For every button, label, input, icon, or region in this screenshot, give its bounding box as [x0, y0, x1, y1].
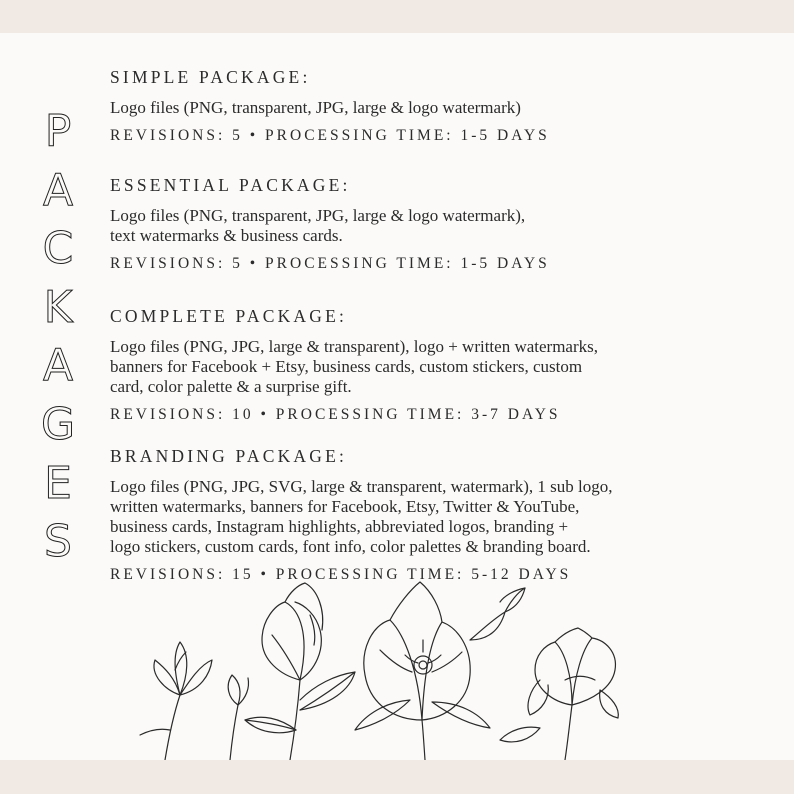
package-title: ESSENTIAL PACKAGE:	[110, 175, 351, 195]
package-description: Logo files (PNG, JPG, large & transparent), logo + written watermarks, banners for Facebook + Etsy, business cards, custom stickers, custom card, color palette & a surprise gift.	[110, 337, 599, 396]
magnolia-illustration	[0, 580, 794, 760]
package-description: Logo files (PNG, transparent, JPG, large & logo watermark)	[110, 98, 521, 117]
title-letter: C	[42, 223, 74, 275]
title-letter: E	[44, 457, 72, 509]
package-meta: REVISIONS: 5 • PROCESSING TIME: 1-5 DAYS	[110, 127, 550, 144]
title-letter: A	[42, 164, 74, 216]
package-branding	[110, 446, 780, 584]
title-letter: G	[40, 398, 76, 450]
bottom-band	[0, 760, 794, 794]
left-bud-icon	[140, 642, 249, 760]
title-letter: K	[43, 281, 73, 333]
package-complete	[110, 306, 780, 424]
package-title: BRANDING PACKAGE:	[110, 446, 348, 466]
tall-bud-icon	[245, 583, 355, 760]
price-sheet	[0, 33, 794, 760]
title-letter: P	[44, 106, 72, 157]
package-title: COMPLETE PACKAGE:	[110, 306, 348, 326]
package-simple	[110, 67, 780, 145]
title-letter: A	[42, 340, 74, 392]
package-description: Logo files (PNG, JPG, SVG, large & transparent, watermark), 1 sub logo, written watermarks, banners for Facebook, Etsy, Twitter & YouTube, business cards, Instagram highlights, abbreviated logos, branding + logo stickers, custom cards, font info, color palettes & branding board.	[110, 477, 613, 556]
package-description: Logo files (PNG, transparent, JPG, large & logo watermark), text watermarks & business cards.	[110, 206, 526, 245]
right-magnolia-icon	[500, 628, 618, 760]
package-meta: REVISIONS: 5 • PROCESSING TIME: 1-5 DAYS	[110, 255, 550, 272]
vertical-title-packages	[38, 103, 78, 572]
title-letter: S	[44, 516, 72, 568]
package-meta: REVISIONS: 10 • PROCESSING TIME: 3-7 DAYS	[110, 406, 561, 423]
package-title: SIMPLE PACKAGE:	[110, 67, 311, 87]
package-meta: REVISIONS: 15 • PROCESSING TIME: 5-12 DAYS	[110, 566, 572, 583]
open-magnolia-icon	[355, 582, 525, 760]
package-essential	[110, 175, 780, 273]
